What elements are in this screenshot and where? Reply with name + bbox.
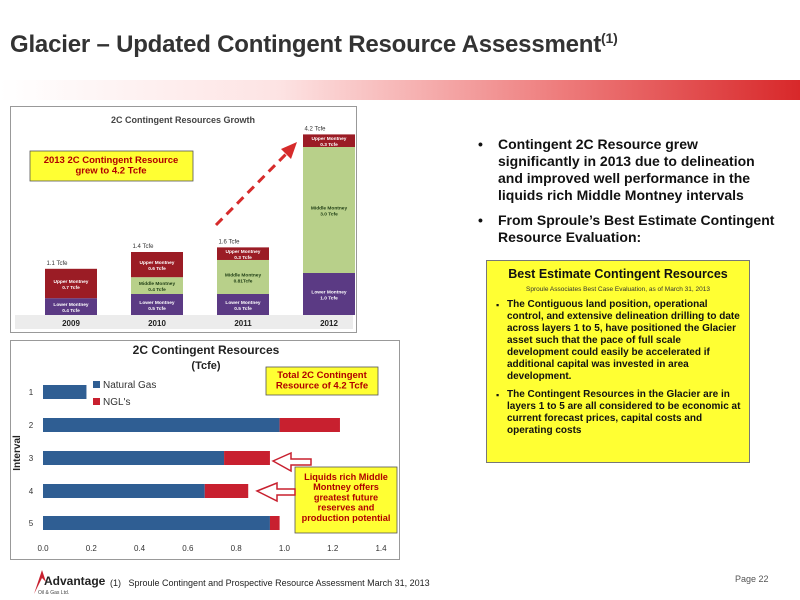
- growth-chart-panel: [10, 106, 357, 333]
- growth-year-label: 2011: [234, 319, 252, 328]
- growth-chart-title: 2C Contingent Resources Growth: [110, 115, 256, 125]
- footnote-text: Sproule Contingent and Prospective Resource Assessment March 31, 2013: [128, 578, 430, 588]
- growth-chart: [11, 107, 356, 332]
- growth-total-label: 1.6 Tcfe: [218, 239, 240, 246]
- growth-segment-label: Middle Montney 0.81Tcfe: [224, 273, 262, 285]
- growth-segment-label: Middle Montney 0.4 Tcfe: [138, 282, 176, 293]
- growth-total-label: 1.4 Tcfe: [132, 244, 154, 250]
- interval-bar-ngl: [205, 484, 248, 498]
- interval-category-label: 2: [28, 421, 34, 430]
- callout-arrow-icon: [257, 483, 295, 501]
- interval-x-tick: 1.2: [327, 544, 339, 553]
- interval-x-tick: 0.4: [134, 544, 146, 553]
- interval-category-label: 5: [28, 519, 34, 528]
- summary-bullet: • Contingent 2C Resource grew significantly in 2013 due to delineation and improved well performance in the liquids rich Middle Montney intervals: [478, 136, 778, 204]
- interval-category-label: 1: [28, 388, 34, 397]
- intervals-chart: [11, 341, 399, 559]
- footnote: [110, 578, 430, 588]
- growth-year-label: 2009: [62, 319, 80, 328]
- page-number: Page 22: [735, 574, 769, 584]
- best-estimate-subheading: Sproule Associates Best Case Evaluation, as of March 31, 2013: [526, 286, 710, 293]
- logo-name: Advantage: [44, 574, 106, 588]
- growth-segment-label: Lower Montney 0.5 Tcfe: [139, 301, 175, 312]
- interval-x-tick: 1.4: [375, 544, 387, 553]
- interval-bar-gas: [43, 418, 280, 432]
- interval-x-tick: 1.0: [278, 544, 290, 553]
- interval-bar-ngl: [224, 451, 270, 465]
- best-estimate-box: [486, 260, 750, 463]
- interval-bar-gas: [43, 385, 86, 399]
- summary-bullet: • From Sproule’s Best Estimate Contingent Resource Evaluation:: [478, 212, 778, 246]
- interval-x-tick: 0.8: [230, 544, 242, 553]
- logo-subtitle: Oil & Gas Ltd.: [38, 590, 70, 596]
- interval-bar-ngl: [270, 516, 280, 530]
- best-estimate-heading: Best Estimate Contingent Resources: [508, 267, 728, 281]
- growth-segment-label: Upper Montney 0.7 Tcfe: [53, 280, 89, 291]
- intervals-chart-title: 2C Contingent Resources: [132, 343, 280, 357]
- interval-bar-gas: [43, 484, 205, 498]
- growth-segment-label: Lower Montney 0.4 Tcfe: [53, 303, 89, 314]
- growth-segment-label: Lower Montney 0.5 Tcfe: [225, 301, 261, 312]
- best-estimate-list: [495, 299, 741, 437]
- legend-swatch: [93, 381, 100, 388]
- page-title-footnote-marker: (1): [601, 30, 618, 46]
- legend-swatch: [93, 398, 100, 405]
- total-callout-text: Total 2C Contingent Resource of 4.2 Tcfe: [275, 370, 369, 392]
- intervals-chart-panel: [10, 340, 400, 560]
- growth-year-label: 2010: [148, 319, 166, 328]
- interval-x-tick: 0.2: [85, 544, 97, 553]
- growth-arrow-line: [216, 151, 289, 225]
- footnote-marker: (1): [110, 578, 121, 588]
- interval-x-tick: 0.0: [37, 544, 49, 553]
- intervals-chart-subtitle: (Tcfe): [191, 360, 221, 372]
- interval-bar-gas: [43, 516, 270, 530]
- legend-label: NGL's: [103, 397, 131, 408]
- interval-bar-gas: [43, 451, 224, 465]
- interval-category-label: 3: [28, 454, 34, 463]
- summary-bullets: [478, 136, 778, 254]
- growth-segment-label: Upper Montney 0.6 Tcfe: [139, 261, 175, 272]
- growth-total-label: 1.1 Tcfe: [46, 260, 68, 267]
- page-title-text: Glacier – Updated Contingent Resource Assessment: [10, 31, 602, 58]
- interval-x-tick: 0.6: [182, 544, 194, 553]
- growth-segment-label: Lower Montney 1.0 Tcfe: [311, 290, 347, 302]
- growth-segment-label: Upper Montney 0.3 Tcfe: [311, 137, 347, 148]
- growth-year-label: 2012: [320, 319, 338, 328]
- growth-segment-label: Middle Montney 3.0 Tcfe: [310, 206, 348, 218]
- best-estimate-item: ▪ The Contiguous land position, operational control, and extensive delineation drilling to date across layers 1 to 5, have positioned the Glacier asset such that the pace of full scale development could easily be accelerated if additional capital was invested in area development.: [507, 299, 741, 383]
- best-estimate-item: ▪ The Contingent Resources in the Glacier are in layers 1 to 5 are all considered to be economic at current forecast prices, capital costs and operating costs: [507, 389, 741, 437]
- growth-callout-text: 2013 2C Contingent Resource grew to 4.2 Tcfe: [43, 155, 179, 177]
- liquids-callout-text: Liquids rich Middle Montney offers greatest future reserves and production potential: [301, 472, 391, 523]
- interval-bar-ngl: [280, 418, 340, 432]
- growth-total-label: 4.2 Tcfe: [304, 126, 326, 133]
- interval-category-label: 4: [28, 487, 34, 496]
- page-title: [10, 30, 618, 59]
- title-accent-band: [0, 80, 800, 100]
- interval-axis-label: Interval: [12, 435, 23, 471]
- growth-segment-label: Upper Montney 0.3 Tcfe: [225, 250, 261, 261]
- company-logo: [30, 566, 110, 596]
- legend-label: Natural Gas: [103, 380, 157, 391]
